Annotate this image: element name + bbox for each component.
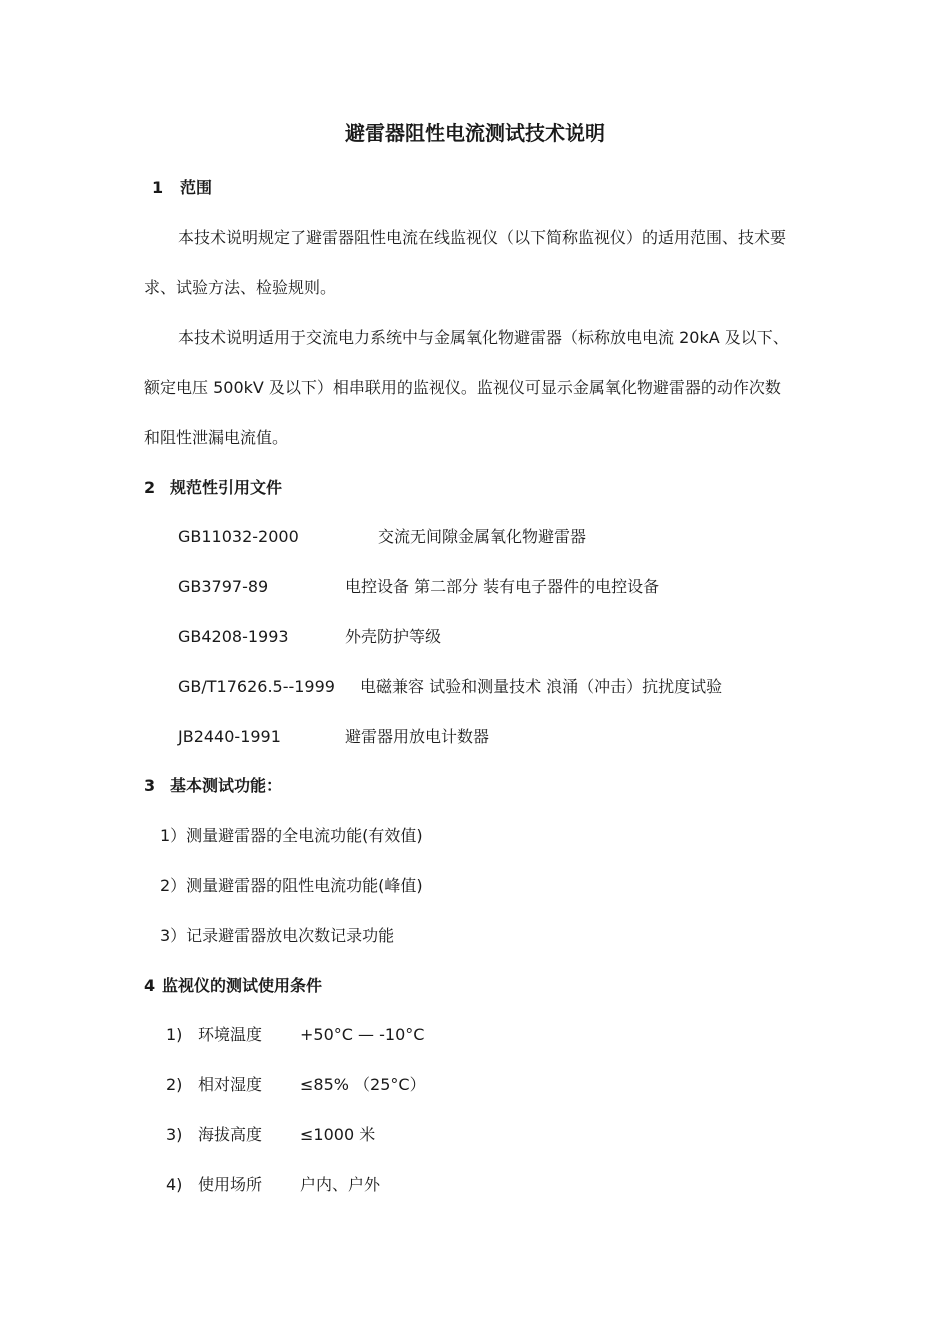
section-3-heading: 基本测试功能： [170, 776, 283, 795]
condition-index: 3) [166, 1125, 183, 1144]
section-1-number: 1 [152, 178, 164, 197]
section-4-number: 4 [144, 976, 156, 995]
reference-name: 电磁兼容 试验和测量技术 浪涌（冲击）抗扰度试验 [360, 677, 723, 696]
section-1-paragraph-1-line-1: 本技术说明规定了避雷器阻性电流在线监视仪（以下简称监视仪）的适用范围、技术要 [178, 228, 787, 247]
section-4-heading: 监视仪的测试使用条件 [162, 976, 323, 995]
condition-label: 环境温度 [198, 1025, 263, 1044]
reference-name: 避雷器用放电计数器 [345, 727, 490, 746]
condition-value: ≤85% （25°C） [300, 1075, 426, 1094]
condition-label: 使用场所 [198, 1175, 263, 1194]
reference-name: 电控设备 第二部分 装有电子器件的电控设备 [345, 577, 660, 596]
condition-value: 户内、户外 [300, 1175, 381, 1194]
reference-code: GB4208-1993 [178, 627, 289, 646]
function-item: 2）测量避雷器的阻性电流功能(峰值) [160, 876, 423, 895]
reference-name: 交流无间隙金属氧化物避雷器 [378, 527, 587, 546]
section-1-paragraph-2-line-3: 和阻性泄漏电流值。 [144, 428, 289, 447]
section-1-heading: 范围 [180, 178, 213, 197]
section-1-paragraph-1-line-2: 求、试验方法、检验规则。 [144, 278, 337, 297]
reference-code: GB11032-2000 [178, 527, 299, 546]
condition-label: 相对湿度 [198, 1075, 263, 1094]
condition-index: 2) [166, 1075, 183, 1094]
document-title: 避雷器阻性电流测试技术说明 [345, 121, 605, 145]
reference-code: JB2440-1991 [178, 727, 281, 746]
reference-code: GB/T17626.5--1999 [178, 677, 335, 696]
condition-value: +50°C — -10°C [300, 1025, 425, 1044]
function-item: 1）测量避雷器的全电流功能(有效值) [160, 826, 423, 845]
section-1-paragraph-2-line-2: 额定电压 500kV 及以下）相串联用的监视仪。监视仪可显示金属氧化物避雷器的动作次数 [144, 378, 781, 397]
section-1-paragraph-2-line-1: 本技术说明适用于交流电力系统中与金属氧化物避雷器（标称放电电流 20kA 及以下、 [178, 328, 789, 347]
condition-index: 4) [166, 1175, 183, 1194]
reference-code: GB3797-89 [178, 577, 269, 596]
function-item: 3）记录避雷器放电次数记录功能 [160, 926, 395, 945]
condition-value: ≤1000 米 [300, 1125, 376, 1144]
section-2-heading: 规范性引用文件 [170, 478, 283, 497]
condition-index: 1) [166, 1025, 183, 1044]
section-3-number: 3 [144, 776, 156, 795]
condition-label: 海拔高度 [198, 1125, 263, 1144]
reference-name: 外壳防护等级 [345, 627, 442, 646]
section-2-number: 2 [144, 478, 156, 497]
